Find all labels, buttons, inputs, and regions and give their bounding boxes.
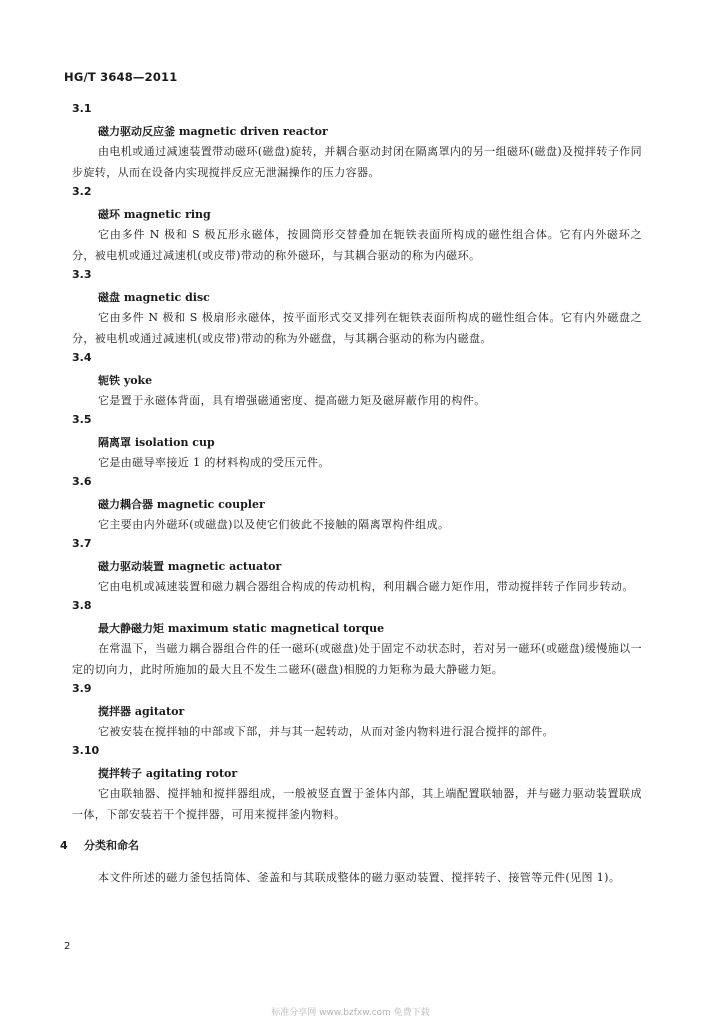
term-definition: 它是由磁导率接近 1 的材料构成的受压元件。 bbox=[98, 456, 330, 469]
clause-number: 3.5 bbox=[72, 413, 92, 426]
section-heading bbox=[60, 835, 642, 857]
page-number: 2 bbox=[64, 941, 71, 952]
section-paragraph: 本文件所述的磁力釜包括筒体、釜盖和与其联成整体的磁力驱动装置、搅拌转子、接管等元件(见图 1)。 bbox=[98, 871, 621, 884]
term-title: 磁盘 magnetic disc bbox=[98, 291, 210, 304]
section-title: 分类和命名 bbox=[84, 839, 139, 852]
term-title: 隔离罩 isolation cup bbox=[98, 436, 215, 449]
definition-entry bbox=[72, 184, 642, 266]
term-definition: 它由多件 N 极和 S 极瓦形永磁体，按圆筒形交替叠加在轭铁表面所构成的磁性组合体。它有内外磁环之分，被电机或通过减速机(或皮带)带动的称外磁环，与其耦合驱动的称为内磁环。 bbox=[72, 228, 642, 262]
term-title: 磁力驱动装置 magnetic actuator bbox=[98, 560, 282, 573]
clause-number: 3.7 bbox=[72, 537, 92, 550]
clause-number: 3.10 bbox=[72, 744, 100, 757]
term-title: 搅拌转子 agitating rotor bbox=[98, 767, 238, 780]
definition-entry bbox=[72, 681, 642, 742]
clause-number: 3.3 bbox=[72, 268, 92, 281]
clause-number: 3.1 bbox=[72, 102, 92, 115]
definition-entry bbox=[72, 412, 642, 473]
watermark-footer: 标准分享网 www.bzfxw.com 免费下载 bbox=[271, 1008, 430, 1018]
term-definition: 它由联轴器、搅拌轴和搅拌器组成，一般被竖直置于釜体内部，其上端配置联轴器，并与磁力驱动装置联成一体，下部安装若干个搅拌器，可用来搅拌釜内物料。 bbox=[72, 787, 642, 821]
clause-number: 3.9 bbox=[72, 682, 92, 695]
term-title: 轭铁 yoke bbox=[98, 374, 153, 387]
definition-entry bbox=[72, 101, 642, 183]
term-definition: 在常温下，当磁力耦合器组合件的任一磁环(或磁盘)处于固定不动状态时，若对另一磁环(或磁盘)缓慢施以一定的切向力，此时所施加的最大且不发生二磁环(磁盘)相脱的力矩称为最大静磁力矩。 bbox=[72, 642, 642, 676]
term-definition: 它被安装在搅拌轴的中部或下部，并与其一起转动，从而对釜内物料进行混合搅拌的部件。 bbox=[98, 725, 554, 738]
document-body bbox=[60, 100, 642, 889]
term-title: 最大静磁力矩 maximum static magnetical torque bbox=[98, 622, 385, 635]
definition-entry bbox=[72, 536, 642, 597]
definition-entry bbox=[72, 743, 642, 825]
term-title: 搅拌器 agitator bbox=[98, 705, 185, 718]
clause-number: 3.8 bbox=[72, 599, 92, 612]
term-title: 磁力耦合器 magnetic coupler bbox=[98, 498, 265, 511]
term-definition: 它由电机或减速装置和磁力耦合器组合构成的传动机构，利用耦合磁力矩作用，带动搅拌转子作同步转动。 bbox=[98, 580, 634, 593]
section-number: 4 bbox=[60, 839, 68, 852]
clause-number: 3.4 bbox=[72, 351, 92, 364]
clause-number: 3.6 bbox=[72, 475, 92, 488]
term-title: 磁力驱动反应釜 magnetic driven reactor bbox=[98, 125, 328, 138]
definition-entry bbox=[72, 474, 642, 535]
term-title: 磁环 magnetic ring bbox=[98, 208, 211, 221]
term-definition: 它由多件 N 极和 S 极扇形永磁体，按平面形式交叉排列在轭铁表面所构成的磁性组合体。它有内外磁盘之分，被电机或通过减速机(或皮带)带动的称为外磁盘，与其耦合驱动的称为内磁盘。 bbox=[72, 311, 642, 345]
term-definition: 它主要由内外磁环(或磁盘)以及使它们彼此不接触的隔离罩构件组成。 bbox=[98, 518, 450, 531]
clause-number: 3.2 bbox=[72, 185, 92, 198]
definition-entry bbox=[72, 598, 642, 680]
term-definition: 由电机或通过减速装置带动磁环(磁盘)旋转，并耦合驱动封闭在隔离罩内的另一组磁环(磁盘)及搅拌转子作同步旋转，从而在设备内实现搅拌反应无泄漏操作的压力容器。 bbox=[72, 145, 642, 179]
definition-entry bbox=[72, 350, 642, 411]
term-definition: 它是置于永磁体背面，具有增强磁通密度、提高磁力矩及磁屏蔽作用的构件。 bbox=[98, 394, 486, 407]
definition-entry bbox=[72, 267, 642, 349]
standard-number: HG/T 3648—2011 bbox=[64, 70, 178, 84]
